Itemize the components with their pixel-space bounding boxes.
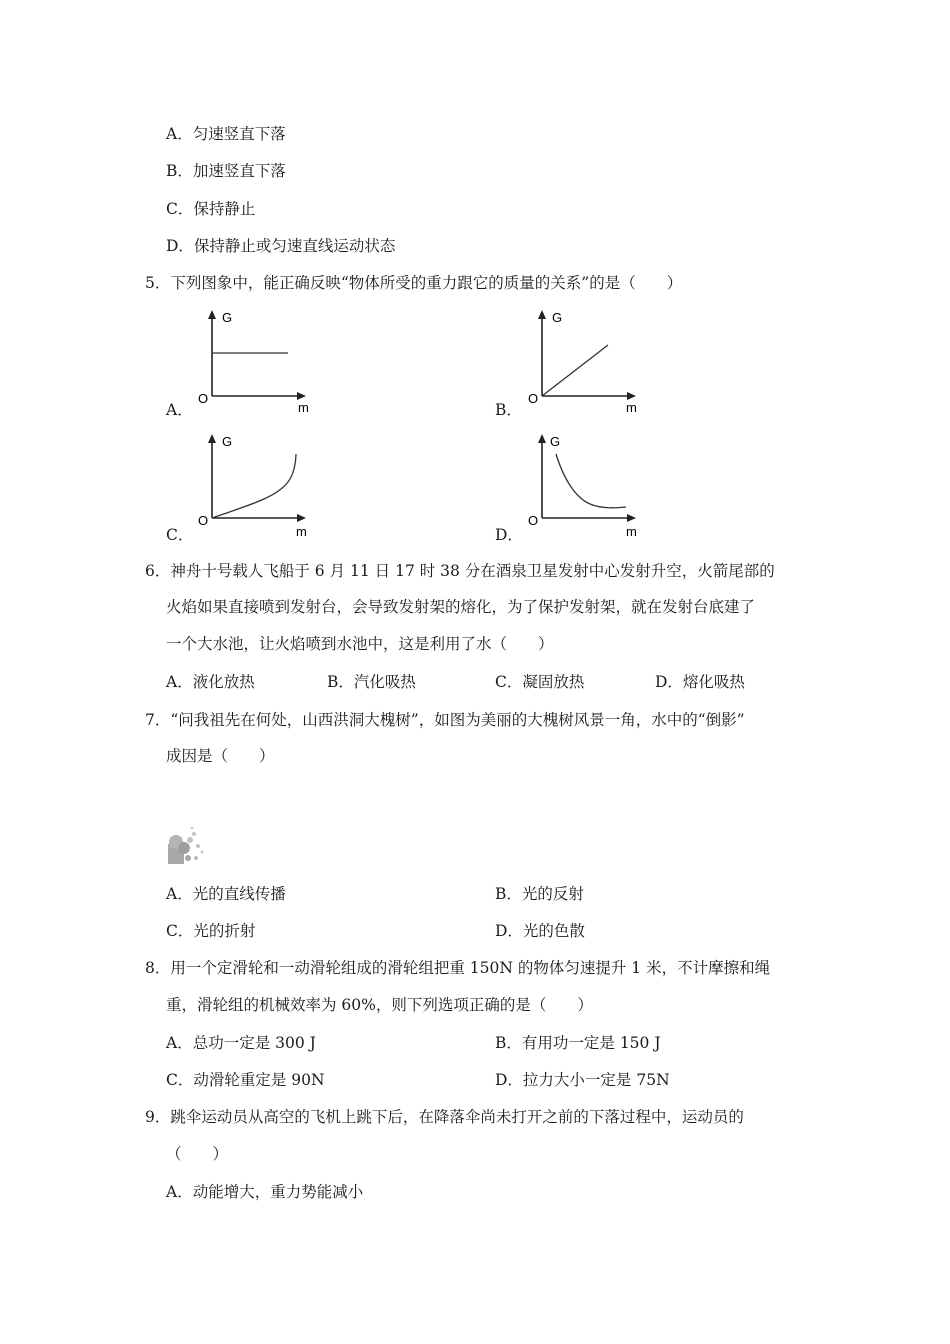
q7-stem-line2: 成因是（ ） <box>166 747 275 765</box>
graph-d-origin: O <box>528 513 539 528</box>
q9-stem-line2: （ ） <box>166 1145 229 1163</box>
q7-option-d: D．光的色散 <box>495 922 585 940</box>
q5-stem: 5．下列图象中，能正确反映“物体所受的重力跟它的质量的关系”的是（ ） <box>145 274 683 292</box>
q5-graph-a <box>196 308 316 418</box>
q4-option-d: D．保持静止或匀速直线运动状态 <box>166 237 396 255</box>
graph-c-x-label: m <box>296 524 307 539</box>
q8-stem-line1: 8．用一个定滑轮和一动滑轮组成的滑轮组把重 150N 的物体匀速提升 1 米，不计摩擦和绳 <box>145 959 771 977</box>
q9-stem-line1: 9．跳伞运动员从高空的飞机上跳下后，在降落伞尚未打开之前的下落过程中，运动员的 <box>145 1108 744 1126</box>
graph-b-origin: O <box>528 391 539 406</box>
q8-option-d: D．拉力大小一定是 75N <box>495 1071 670 1089</box>
graph-a-x-label: m <box>298 400 309 415</box>
graph-b-y-label: G <box>552 310 563 325</box>
graph-b-x-label: m <box>626 400 637 415</box>
q5-graph-d <box>526 432 646 542</box>
q8-stem-line2: 重，滑轮组的机械效率为 60%，则下列选项正确的是（ ） <box>166 996 593 1014</box>
q5-graph-d-label: D． <box>495 526 523 544</box>
q5-graph-c <box>196 432 316 542</box>
q5-graph-c-label: C． <box>166 526 194 544</box>
graph-c-origin: O <box>198 513 209 528</box>
q9-option-a: A．动能增大，重力势能减小 <box>166 1183 364 1201</box>
q5-graph-a-label: A． <box>166 401 193 419</box>
q6-option-c: C．凝固放热 <box>495 673 585 691</box>
q6-option-b: B．汽化吸热 <box>327 673 416 691</box>
graph-a-origin: O <box>198 391 209 406</box>
q6-option-d: D．熔化吸热 <box>655 673 745 691</box>
q4-option-b: B．加速竖直下落 <box>166 162 286 180</box>
q7-option-c: C．光的折射 <box>166 922 256 940</box>
graph-d-x-label: m <box>626 524 637 539</box>
graph-a-y-label: G <box>222 310 233 325</box>
q4-option-a: A．匀速竖直下落 <box>166 125 286 143</box>
tree-reflection-image <box>166 826 206 866</box>
q4-option-c: C．保持静止 <box>166 200 256 218</box>
q5-graph-b-label: B． <box>495 401 522 419</box>
graph-c-y-label: G <box>222 434 233 449</box>
graph-d-y-label: G <box>550 434 561 449</box>
q6-option-a: A．液化放热 <box>166 673 255 691</box>
q8-option-c: C．动滑轮重定是 90N <box>166 1071 325 1089</box>
q5-graph-b <box>526 308 646 418</box>
q7-stem-line1: 7．“问我祖先在何处，山西洪洞大槐树”，如图为美丽的大槐树风景一角，水中的“倒影” <box>145 711 745 729</box>
q7-option-a: A．光的直线传播 <box>166 885 286 903</box>
q7-option-b: B．光的反射 <box>495 885 584 903</box>
q6-stem-line3: 一个大水池，让火焰喷到水池中，这是利用了水（ ） <box>166 635 554 653</box>
q8-option-b: B．有用功一定是 150 J <box>495 1034 661 1052</box>
q6-stem-line2: 火焰如果直接喷到发射台，会导致发射架的熔化，为了保护发射架，就在发射台底建了 <box>166 598 756 616</box>
q6-stem-line1: 6．神舟十号载人飞船于 6 月 11 日 17 时 38 分在酒泉卫星发射中心发射升空，火箭尾部的 <box>145 562 775 580</box>
q8-option-a: A．总功一定是 300 J <box>166 1034 316 1052</box>
